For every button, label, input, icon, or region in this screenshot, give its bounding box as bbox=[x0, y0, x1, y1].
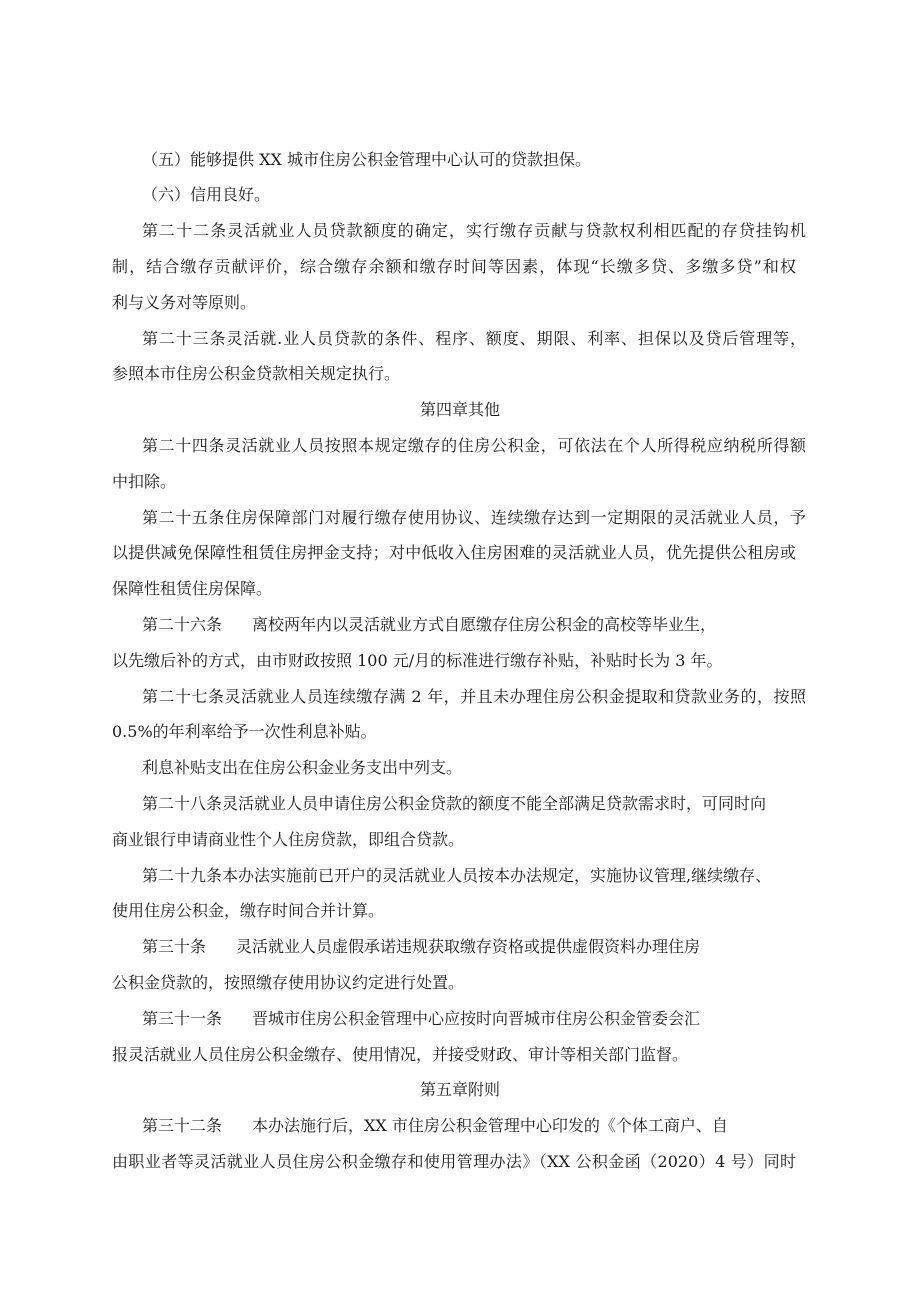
article-29-line: 使用住房公积金，缴存时间合并计算。 bbox=[112, 901, 385, 920]
article-26-line: 以先缴后补的方式，由市财政按照 100 元/月的标准进行缴存补贴，补贴时长为 3 年。 bbox=[112, 651, 723, 670]
article-30-text: 灵活就业人员虚假承诺违规获取缴存资格或提供虚假资料办理住房 bbox=[236, 937, 701, 956]
article-25-line: 第二十五条住房保障部门对履行缴存使用协议、连续缴存达到一定期限的灵活就业人员，予 bbox=[142, 508, 806, 527]
article-22-line: 利与义务对等原则。 bbox=[112, 293, 257, 312]
article-27-line: 第二十七条灵活就业人员连续缴存满 2 年，并且未办理住房公积金提取和贷款业务的，按照 bbox=[142, 687, 806, 706]
article-26-line bbox=[142, 615, 716, 635]
article-31-line: 报灵活就业人员住房公积金缴存、使用情况，并接受财政、审计等相关部门监督。 bbox=[112, 1045, 689, 1064]
article-28-line: 第二十八条灵活就业人员申请住房公积金贷款的额度不能全部满足贷款需求时，可同时向 bbox=[142, 794, 767, 813]
article-31-number: 第三十一条 bbox=[142, 1009, 223, 1028]
paragraph-line: （五）能够提供 XX 城市住房公积金管理中心认可的贷款担保。 bbox=[142, 150, 591, 169]
article-24-line: 中扣除。 bbox=[112, 472, 177, 491]
article-30-line bbox=[142, 937, 700, 957]
chapter-4-heading: 第四章其他 bbox=[419, 400, 500, 419]
article-30-number: 第三十条 bbox=[142, 937, 207, 956]
article-24-line: 第二十四条灵活就业人员按照本规定缴存的住房公积金，可依法在个人所得税应纳税所得额 bbox=[142, 436, 806, 455]
article-32-line: 由职业者等灵活就业人员住房公积金缴存和使用管理办法》（XX 公积金函（2020）4 号）同时 bbox=[112, 1152, 796, 1171]
article-22-line: 第二十二条灵活就业人员贷款额度的确定，实行缴存贡献与贷款权利相匹配的存贷挂钩机 bbox=[142, 221, 806, 240]
article-22-line: 制，结合缴存贡献评价，综合缴存余额和缴存时间等因素，体现“长缴多贷、多缴多贷”和权 bbox=[112, 257, 796, 276]
paragraph-line: （六）信用良好。 bbox=[142, 185, 271, 204]
article-23-line: 参照本市住房公积金贷款相关规定执行。 bbox=[112, 364, 401, 383]
article-26-text: 离校两年内以灵活就业方式自愿缴存住房公积金的高校等毕业生， bbox=[252, 615, 717, 634]
article-27-line: 0.5%的年利率给予一次性利息补贴。 bbox=[112, 722, 377, 741]
article-32-number: 第三十二条 bbox=[142, 1116, 223, 1135]
article-25-line: 保障性租赁住房保障。 bbox=[112, 579, 273, 598]
article-31-line bbox=[142, 1009, 700, 1029]
article-30-line: 公积金贷款的，按照缴存使用协议约定进行处置。 bbox=[112, 973, 465, 992]
article-29-line: 第二十九条本办法实施前已开户的灵活就业人员按本办法规定，实施协议管理,继续缴存、 bbox=[142, 866, 772, 885]
article-28-line: 商业银行申请商业性个人住房贷款，即组合贷款。 bbox=[112, 830, 465, 849]
article-31-text: 晋城市住房公积金管理中心应按时向晋城市住房公积金管委会汇 bbox=[252, 1009, 701, 1028]
article-32-line bbox=[142, 1116, 728, 1136]
article-25-line: 以提供减免保障性租赁住房押金支持；对中低收入住房困难的灵活就业人员，优先提供公租房或 bbox=[112, 543, 796, 562]
article-26-number: 第二十六条 bbox=[142, 615, 223, 634]
chapter-5-heading: 第五章附则 bbox=[419, 1080, 500, 1099]
article-23-line: 第二十三条灵活就.业人员贷款的条件、程序、额度、期限、利率、担保以及贷后管理等， bbox=[142, 329, 806, 348]
article-32-text: 本办法施行后，XX 市住房公积金管理中心印发的《个体工商户、自 bbox=[252, 1116, 728, 1135]
article-27-line: 利息补贴支出在住房公积金业务支出中列支。 bbox=[142, 758, 463, 777]
